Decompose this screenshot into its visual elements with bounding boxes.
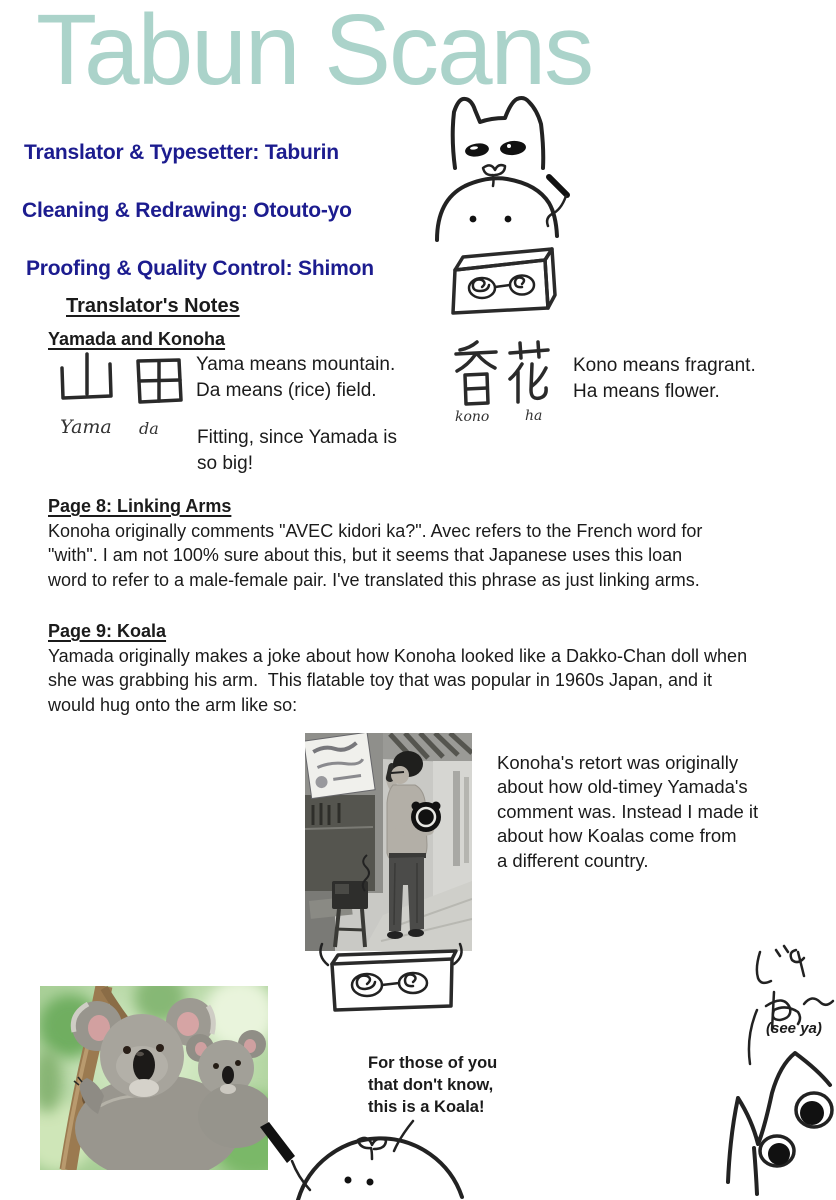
retort-line: about how old-timey Yamada's [497,776,748,798]
sprout-blob-pointer-doodle [248,1093,478,1200]
kono-note-line: Kono means fragrant. [573,355,756,376]
retort-line: about how Koalas come from [497,825,737,847]
names-heading: Yamada and Konoha [48,329,226,349]
marker-icon [260,1122,295,1163]
signoff-and-cat-doodle [700,930,836,1200]
koala-caption-line: that don't know, [368,1076,494,1094]
page9-line: would hug onto the arm like so: [48,694,298,715]
page9-heading: Page 9: Koala [48,621,167,641]
seeya-translation: (see ya) [766,1020,822,1037]
sprout-blob-doodle-icon [437,165,567,240]
ricefield-kanji-icon [138,360,181,402]
credit-translator: Translator & Typesetter: Taburin [24,141,339,164]
page8-heading: Page 8: Linking Arms [48,496,232,516]
page8-line: Konoha originally comments "AVEC kidori ka?". Avec refers to the French word for [48,521,703,541]
retort-line: a different country. [497,849,649,871]
yama-note-line: Da means (rice) field. [196,380,377,401]
retort-note [497,751,758,873]
glasses-box-doodle-icon [453,249,555,313]
retort-line: comment was. Instead I made it [497,800,759,822]
mountain-kanji-icon [62,354,111,398]
page-title: Tabun Scans [36,0,593,106]
ha-label: ha [525,408,543,424]
fragrant-kanji-icon [456,342,496,404]
page8-line: word to refer to a male-female pair. I've translated this phrase as just linking arms. [48,569,700,590]
yama-note-line: Yama means mountain. [196,354,396,375]
credit-cleaning: Cleaning & Redrawing: Otouto-yo [22,199,352,222]
retort-line: Konoha's retort was originally [497,752,739,773]
peeking-cat-icon [728,1053,832,1194]
credit-proofing: Proofing & Quality Control: Shimon [26,257,374,280]
seeya-japanese-handwriting [749,946,833,1064]
kono-label: kono [455,409,490,425]
koala-photo [40,986,268,1170]
fitting-note-line: Fitting, since Yamada is [197,427,397,448]
da-label: da [139,419,159,438]
yama-note [196,352,395,404]
payphone-photo [305,733,472,951]
mascot-doodles-icon [425,88,610,328]
notes-heading: Translator's Notes [66,295,240,317]
konoha-kanji-drawing [452,338,552,413]
page8-line: "with". I am not 100% sure about this, but it seems that Japanese uses this loan [48,545,683,566]
yama-label: Yama [60,416,112,438]
koala-caption-line: this is a Koala! [368,1098,485,1116]
glasses-box-holder-doodle [312,942,472,1014]
flower-kanji-icon [510,342,548,402]
kono-note [573,353,756,405]
koala-caption-line: For those of you [368,1054,498,1072]
cat-doodle-icon [453,98,544,168]
page9-line: she was grabbing his arm. This flatable toy that was popular in 1960s Japan, and it [48,670,713,691]
fitting-note [197,425,397,477]
kono-note-line: Ha means flower. [573,381,720,402]
fitting-note-line: so big! [197,453,253,474]
page9-body [48,644,747,717]
page9-line: Yamada originally makes a joke about how Konoha looked like a Dakko-Chan doll when [48,646,748,666]
yamada-kanji-drawing [55,352,185,412]
page8-body [48,519,702,592]
